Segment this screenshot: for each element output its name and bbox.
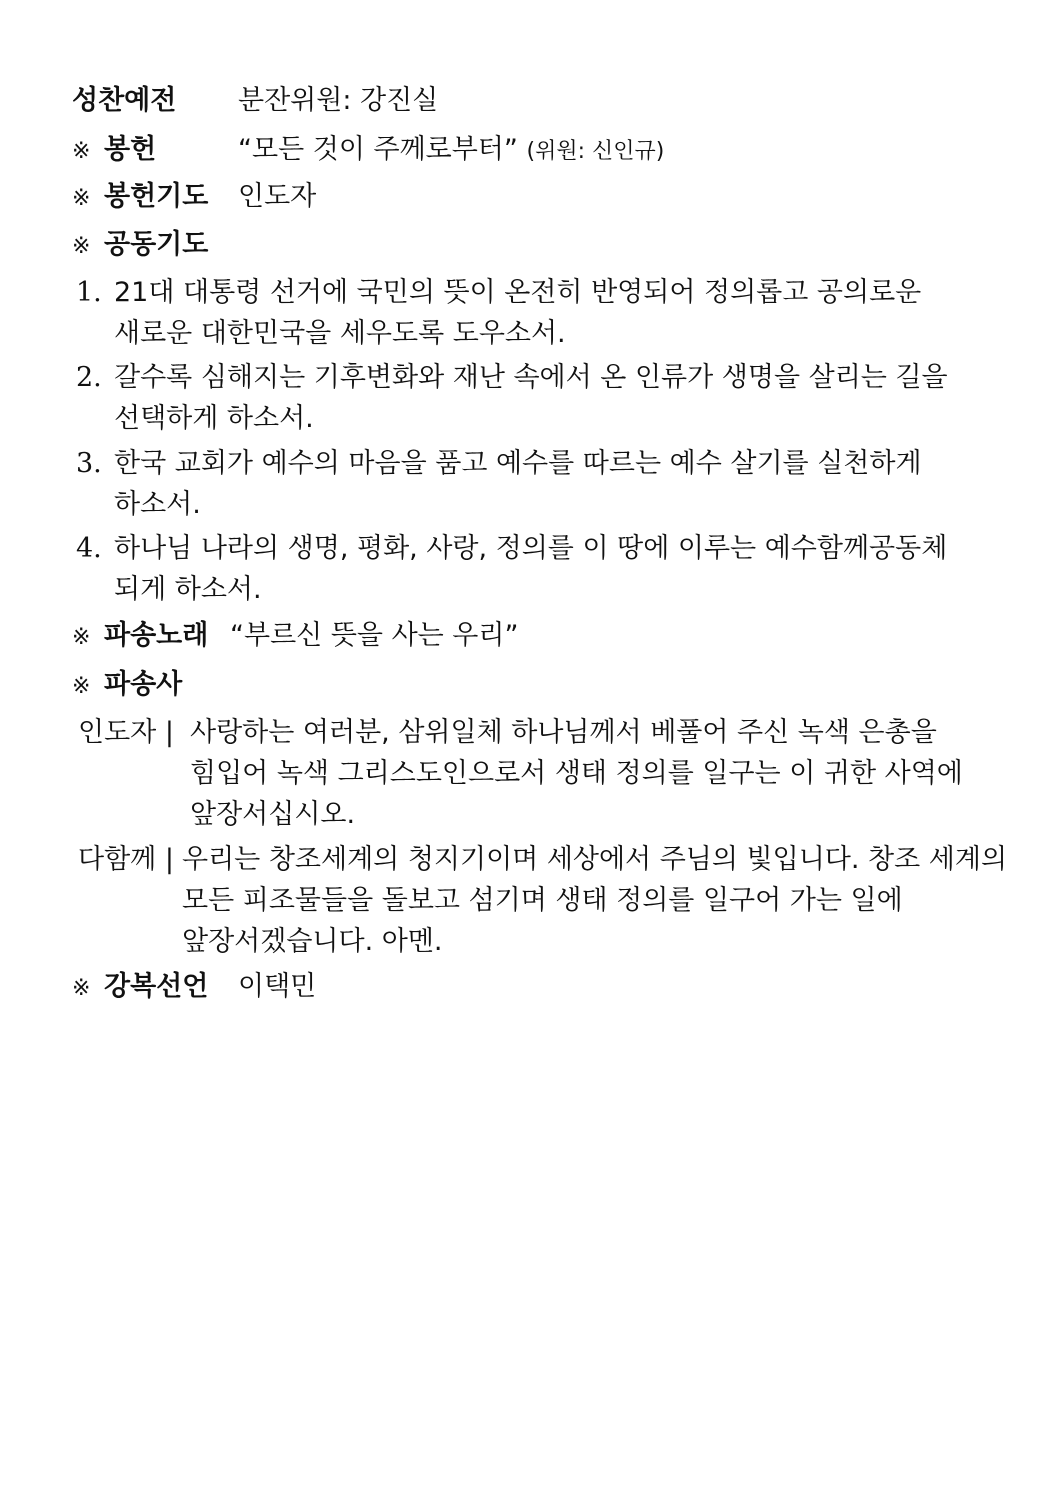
reference-mark: ※ bbox=[72, 186, 91, 211]
sending-hymn-title: 파송노래 bbox=[104, 620, 209, 651]
offering-prayer-value: 인도자 bbox=[238, 181, 317, 212]
offering-hymn: “모든 것이 주께로부터” bbox=[238, 134, 518, 165]
prayer-line: 되게 하소서. bbox=[114, 574, 262, 605]
reference-mark: ※ bbox=[72, 674, 91, 699]
reference-mark: ※ bbox=[72, 976, 91, 1001]
prayer-number: 2. bbox=[76, 362, 102, 393]
prayer-line: 새로운 대한민국을 세우도록 도우소서. bbox=[114, 318, 566, 349]
prayer-line: 한국 교회가 예수의 마음을 품고 예수를 따르는 예수 살기를 실천하게 bbox=[114, 448, 922, 479]
all-text bbox=[182, 839, 1007, 962]
leader-label: 인도자 | bbox=[78, 717, 174, 748]
response-line: 힘입어 녹색 그리스도인으로서 생태 정의를 일구는 이 귀한 사역에 bbox=[190, 758, 963, 789]
prayer-line: 선택하게 하소서. bbox=[114, 403, 314, 434]
prayer-item bbox=[76, 272, 921, 354]
prayer-line: 21대 대통령 선거에 국민의 뜻이 온전히 반영되어 정의롭고 공의로운 bbox=[114, 277, 922, 308]
sending-words-row bbox=[72, 668, 182, 704]
offering-note: (위원: 신인규) bbox=[526, 139, 665, 164]
response-line: 앞장서겠습니다. 아멘. bbox=[182, 926, 443, 957]
reference-mark: ※ bbox=[72, 625, 91, 650]
common-prayer-row bbox=[72, 228, 208, 264]
communion-title: 성찬예전 bbox=[72, 85, 177, 116]
response-line: 사랑하는 여러분, 삼위일체 하나님께서 베풀어 주신 녹색 은총을 bbox=[190, 717, 937, 748]
sending-hymn-value: “부르신 뜻을 사는 우리” bbox=[230, 620, 519, 651]
reference-mark: ※ bbox=[72, 234, 91, 259]
offering-prayer-row bbox=[72, 180, 317, 216]
offering-value bbox=[238, 133, 664, 169]
benediction-title: 강복선언 bbox=[104, 971, 209, 1002]
communion-row bbox=[72, 84, 439, 118]
response-line: 우리는 창조세계의 청지기이며 세상에서 주님의 빛입니다. 창조 세계의 bbox=[182, 844, 1008, 875]
prayer-item bbox=[76, 357, 948, 439]
reference-mark: ※ bbox=[72, 139, 91, 164]
all-label: 다함께 | bbox=[78, 844, 174, 875]
prayer-item bbox=[76, 443, 922, 525]
response-line: 모든 피조물들을 돌보고 섬기며 생태 정의를 일구어 가는 일에 bbox=[182, 885, 903, 916]
prayer-line: 하소서. bbox=[114, 489, 201, 520]
communion-value: 분잔위원: 강진실 bbox=[238, 85, 439, 116]
offering-prayer-title: 봉헌기도 bbox=[104, 181, 209, 212]
prayer-number: 4. bbox=[76, 533, 102, 564]
offering-title: 봉헌 bbox=[104, 134, 157, 165]
benediction-row bbox=[72, 970, 317, 1006]
sending-words-title: 파송사 bbox=[104, 669, 183, 700]
prayer-number: 1. bbox=[76, 277, 102, 308]
sending-hymn-row bbox=[72, 619, 519, 655]
benediction-value: 이택민 bbox=[238, 971, 317, 1002]
prayer-number: 3. bbox=[76, 448, 102, 479]
common-prayer-title: 공동기도 bbox=[104, 229, 209, 260]
prayer-line: 하나님 나라의 생명, 평화, 사랑, 정의를 이 땅에 이루는 예수함께공동체 bbox=[114, 533, 948, 564]
offering-row bbox=[72, 133, 665, 169]
prayer-line: 갈수록 심해지는 기후변화와 재난 속에서 온 인류가 생명을 살리는 길을 bbox=[114, 362, 948, 393]
leader-text bbox=[190, 712, 963, 835]
prayer-item bbox=[76, 528, 947, 610]
response-line: 앞장서십시오. bbox=[190, 799, 356, 830]
